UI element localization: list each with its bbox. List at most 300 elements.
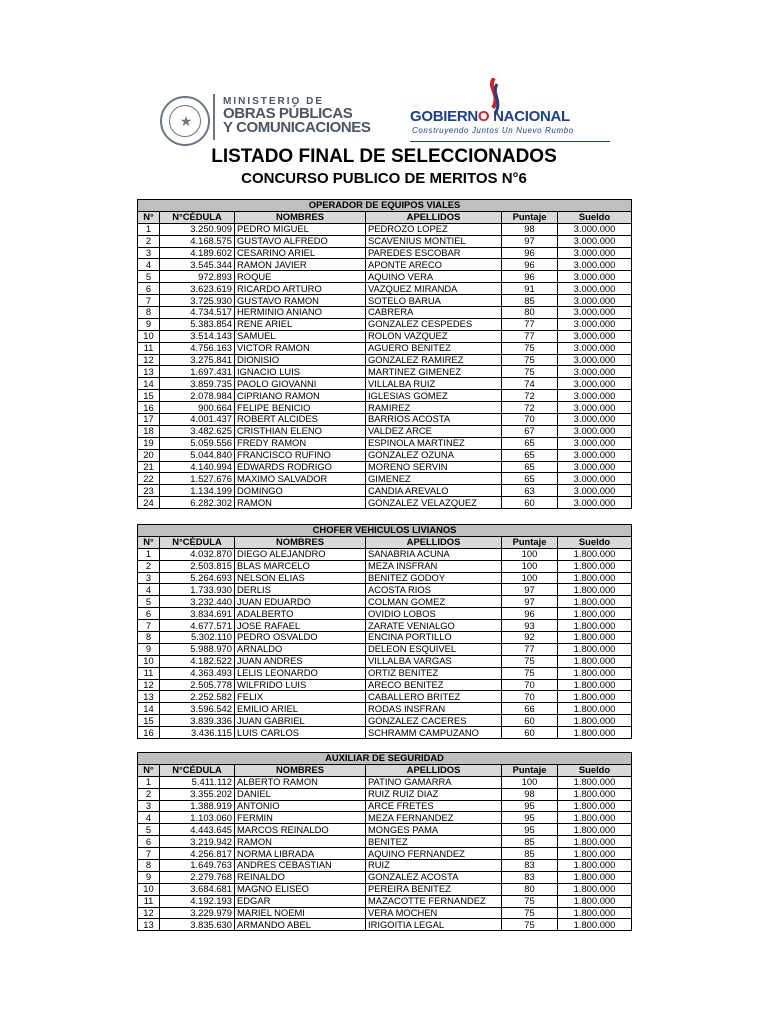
table-row (138, 572, 632, 584)
apellidos-cell: BENITEZ GODOY (366, 572, 502, 584)
table-row (138, 620, 632, 632)
puntaje-cell: 65 (502, 473, 558, 485)
ministry-line3: Y COMUNICACIONES (223, 119, 371, 136)
cedula-cell: 5.044.840 (160, 449, 235, 461)
puntaje-cell: 91 (502, 283, 558, 295)
table-row (138, 497, 632, 509)
nombres-cell: IGNACIO LUIS (235, 366, 366, 378)
cedula-cell: 3.275.841 (160, 354, 235, 366)
puntaje-cell: 65 (502, 437, 558, 449)
row-number-cell: 19 (138, 437, 160, 449)
cedula-cell: 3.436.115 (160, 727, 235, 739)
nombres-cell: JUAN ANDRES (235, 655, 366, 667)
cedula-cell: 1.134.199 (160, 485, 235, 497)
cedula-cell: 3.545.344 (160, 259, 235, 271)
row-number-cell: 13 (138, 366, 160, 378)
nombres-cell: DANIEL (235, 788, 366, 800)
row-number-cell: 4 (138, 812, 160, 824)
apellidos-cell: VILLALBA VARGAS (366, 655, 502, 667)
nombres-cell: JUAN GABRIEL (235, 715, 366, 727)
row-number-cell: 2 (138, 560, 160, 572)
apellidos-cell: BENITEZ (366, 836, 502, 848)
puntaje-cell: 96 (502, 271, 558, 283)
table-row (138, 907, 632, 919)
row-number-cell: 5 (138, 824, 160, 836)
table-row (138, 860, 632, 872)
cedula-cell: 3.835.630 (160, 919, 235, 931)
cedula-cell: 2.503.815 (160, 560, 235, 572)
table-row (138, 223, 632, 235)
nombres-cell: ADALBERTO (235, 608, 366, 620)
col-cedula: N°CÉDULA (160, 764, 235, 776)
nombres-cell: RAMON (235, 836, 366, 848)
cedula-cell: 1.103.060 (160, 812, 235, 824)
row-number-cell: 3 (138, 247, 160, 259)
sueldo-cell: 1.800.000 (558, 812, 632, 824)
row-number-cell: 13 (138, 691, 160, 703)
table-row (138, 812, 632, 824)
cedula-cell: 3.684.681 (160, 883, 235, 895)
apellidos-cell: VILLALBA RUIZ (366, 378, 502, 390)
sueldo-cell: 1.800.000 (558, 548, 632, 560)
table-row (138, 596, 632, 608)
puntaje-cell: 75 (502, 919, 558, 931)
puntaje-cell: 70 (502, 414, 558, 426)
section-table-chofer (137, 524, 632, 739)
nombres-cell: FERMIN (235, 812, 366, 824)
col-sueldo: Sueldo (558, 211, 632, 223)
puntaje-cell: 80 (502, 307, 558, 319)
cedula-cell: 4.192.193 (160, 895, 235, 907)
government-name: GOBIERNO NACIONAL (410, 108, 570, 125)
row-number-cell: 13 (138, 919, 160, 931)
sueldo-cell: 1.800.000 (558, 608, 632, 620)
nombres-cell: FREDY RAMON (235, 437, 366, 449)
cedula-cell: 4.182.522 (160, 655, 235, 667)
table-row (138, 473, 632, 485)
puntaje-cell: 100 (502, 572, 558, 584)
row-number-cell: 9 (138, 643, 160, 655)
apellidos-cell: IRIGOITIA LEGAL (366, 919, 502, 931)
nombres-cell: VICTOR RAMON (235, 342, 366, 354)
row-number-cell: 16 (138, 727, 160, 739)
table-row (138, 788, 632, 800)
row-number-cell: 10 (138, 883, 160, 895)
cedula-cell: 3.232.440 (160, 596, 235, 608)
table-row (138, 776, 632, 788)
apellidos-cell: GIMENEZ (366, 473, 502, 485)
table-row (138, 800, 632, 812)
nombres-cell: NORMA LIBRADA (235, 848, 366, 860)
ministry-line2: OBRAS PÚBLICAS (223, 105, 353, 122)
puntaje-cell: 85 (502, 848, 558, 860)
cedula-cell: 3.355.202 (160, 788, 235, 800)
nombres-cell: CRISTHIAN ELENO (235, 425, 366, 437)
cedula-cell: 900.664 (160, 402, 235, 414)
cedula-cell: 5.411.112 (160, 776, 235, 788)
puntaje-cell: 66 (502, 703, 558, 715)
apellidos-cell: VERA MOCHEN (366, 907, 502, 919)
col-puntaje: Puntaje (502, 211, 558, 223)
row-number-cell: 14 (138, 703, 160, 715)
table-row (138, 330, 632, 342)
puntaje-cell: 100 (502, 776, 558, 788)
apellidos-cell: DELEON ESQUIVEL (366, 643, 502, 655)
nombres-cell: EDGAR (235, 895, 366, 907)
table-row (138, 919, 632, 931)
apellidos-cell: RUIZ (366, 860, 502, 872)
puntaje-cell: 96 (502, 259, 558, 271)
nombres-cell: CIPRIANO RAMON (235, 390, 366, 402)
row-number-cell: 12 (138, 679, 160, 691)
table-row (138, 318, 632, 330)
apellidos-cell: GONZALEZ CESPEDES (366, 318, 502, 330)
sueldo-cell: 3.000.000 (558, 318, 632, 330)
sueldo-cell: 1.800.000 (558, 727, 632, 739)
nombres-cell: WILFRIDO LUIS (235, 679, 366, 691)
cedula-cell: 4.032.870 (160, 548, 235, 560)
sueldo-cell: 1.800.000 (558, 824, 632, 836)
cedula-cell: 2.252.582 (160, 691, 235, 703)
sueldo-cell: 3.000.000 (558, 295, 632, 307)
nombres-cell: BLAS MARCELO (235, 560, 366, 572)
table-row (138, 283, 632, 295)
page-subtitle: CONCURSO PUBLICO DE MERITOS N°6 (241, 170, 527, 187)
col-cedula: N°CÉDULA (160, 536, 235, 548)
sueldo-cell: 3.000.000 (558, 402, 632, 414)
table-row (138, 667, 632, 679)
apellidos-cell: VALDEZ ARCE (366, 425, 502, 437)
puntaje-cell: 96 (502, 608, 558, 620)
sueldo-cell: 3.000.000 (558, 330, 632, 342)
nombres-cell: DIONISIO (235, 354, 366, 366)
row-number-cell: 20 (138, 449, 160, 461)
cedula-cell: 5.264.693 (160, 572, 235, 584)
col-cedula: N°CÉDULA (160, 211, 235, 223)
cedula-cell: 3.229.979 (160, 907, 235, 919)
sueldo-cell: 3.000.000 (558, 342, 632, 354)
apellidos-cell: MONGES PAMA (366, 824, 502, 836)
apellidos-cell: ACOSTA RIOS (366, 584, 502, 596)
row-number-cell: 18 (138, 425, 160, 437)
cedula-cell: 5.059.556 (160, 437, 235, 449)
col-n: N° (138, 536, 160, 548)
section-table-operador (137, 199, 632, 509)
cedula-cell: 4.140.994 (160, 461, 235, 473)
apellidos-cell: GONZALEZ VELAZQUEZ (366, 497, 502, 509)
table-row (138, 449, 632, 461)
nombres-cell: RICARDO ARTURO (235, 283, 366, 295)
page-header (0, 70, 768, 150)
nombres-cell: GUSTAVO RAMON (235, 295, 366, 307)
apellidos-cell: ORTIZ BENITEZ (366, 667, 502, 679)
table-row (138, 643, 632, 655)
sueldo-cell: 3.000.000 (558, 449, 632, 461)
apellidos-cell: GONZALEZ RAMIREZ (366, 354, 502, 366)
row-number-cell: 11 (138, 667, 160, 679)
table-row (138, 402, 632, 414)
cedula-cell: 6.282.302 (160, 497, 235, 509)
apellidos-cell: AQUINO VERA (366, 271, 502, 283)
cedula-cell: 4.168.575 (160, 235, 235, 247)
sueldo-cell: 1.800.000 (558, 715, 632, 727)
row-number-cell: 3 (138, 800, 160, 812)
sueldo-cell: 1.800.000 (558, 679, 632, 691)
apellidos-cell: MARTINEZ GIMENEZ (366, 366, 502, 378)
row-number-cell: 12 (138, 907, 160, 919)
apellidos-cell: MEZA INSFRAN (366, 560, 502, 572)
table-row (138, 715, 632, 727)
cedula-cell: 3.219.942 (160, 836, 235, 848)
sueldo-cell: 1.800.000 (558, 560, 632, 572)
cedula-cell: 3.725.930 (160, 295, 235, 307)
puntaje-cell: 65 (502, 449, 558, 461)
puntaje-cell: 65 (502, 461, 558, 473)
sueldo-cell: 1.800.000 (558, 632, 632, 644)
puntaje-cell: 95 (502, 800, 558, 812)
puntaje-cell: 60 (502, 715, 558, 727)
sueldo-cell: 3.000.000 (558, 497, 632, 509)
col-nombres: NOMBRES (235, 536, 366, 548)
puntaje-cell: 100 (502, 560, 558, 572)
table-row (138, 703, 632, 715)
apellidos-cell: PEREIRA BENITEZ (366, 883, 502, 895)
sueldo-cell: 1.800.000 (558, 907, 632, 919)
nombres-cell: RENE ARIEL (235, 318, 366, 330)
nombres-cell: ROBERT ALCIDES (235, 414, 366, 426)
cedula-cell: 5.383.854 (160, 318, 235, 330)
section-title: OPERADOR DE EQUIPOS VIALES (138, 200, 632, 212)
nombres-cell: MARCOS REINALDO (235, 824, 366, 836)
table-row (138, 871, 632, 883)
nombres-cell: PEDRO MIGUEL (235, 223, 366, 235)
cedula-cell: 3.482.625 (160, 425, 235, 437)
row-number-cell: 7 (138, 295, 160, 307)
table-row (138, 485, 632, 497)
sueldo-cell: 1.800.000 (558, 691, 632, 703)
cedula-cell: 4.363.493 (160, 667, 235, 679)
sueldo-cell: 1.800.000 (558, 860, 632, 872)
row-number-cell: 4 (138, 259, 160, 271)
nombres-cell: JOSE RAFAEL (235, 620, 366, 632)
apellidos-cell: AQUINO FERNANDEZ (366, 848, 502, 860)
sueldo-cell: 1.800.000 (558, 919, 632, 931)
sueldo-cell: 3.000.000 (558, 437, 632, 449)
apellidos-cell: MORENO SERVIN (366, 461, 502, 473)
puntaje-cell: 85 (502, 295, 558, 307)
sueldo-cell: 3.000.000 (558, 223, 632, 235)
cedula-cell: 1.733.930 (160, 584, 235, 596)
puntaje-cell: 75 (502, 667, 558, 679)
ministry-logo (223, 96, 393, 135)
nombres-cell: LELIS LEONARDO (235, 667, 366, 679)
apellidos-cell: MAZACOTTE FERNANDEZ (366, 895, 502, 907)
puntaje-cell: 70 (502, 679, 558, 691)
nombres-cell: ANTONIO (235, 800, 366, 812)
sueldo-cell: 3.000.000 (558, 366, 632, 378)
nombres-cell: ALBERTO RAMON (235, 776, 366, 788)
nombres-cell: FELIPE BENICIO (235, 402, 366, 414)
puntaje-cell: 93 (502, 620, 558, 632)
table-row (138, 461, 632, 473)
table-row (138, 295, 632, 307)
sueldo-cell: 1.800.000 (558, 788, 632, 800)
apellidos-cell: SCAVENIUS MONTIEL (366, 235, 502, 247)
row-number-cell: 6 (138, 836, 160, 848)
cedula-cell: 4.001.437 (160, 414, 235, 426)
col-apellidos: APELLIDOS (366, 764, 502, 776)
puntaje-cell: 97 (502, 596, 558, 608)
table-row (138, 848, 632, 860)
row-number-cell: 15 (138, 390, 160, 402)
puntaje-cell: 100 (502, 548, 558, 560)
col-sueldo: Sueldo (558, 764, 632, 776)
cedula-cell: 3.623.619 (160, 283, 235, 295)
row-number-cell: 21 (138, 461, 160, 473)
puntaje-cell: 75 (502, 907, 558, 919)
puntaje-cell: 60 (502, 727, 558, 739)
nombres-cell: CESARINO ARIEL (235, 247, 366, 259)
nombres-cell: PAOLO GIOVANNI (235, 378, 366, 390)
nombres-cell: MARIEL NOEMI (235, 907, 366, 919)
table-row (138, 354, 632, 366)
row-number-cell: 5 (138, 596, 160, 608)
nombres-cell: MAGNO ELISEO (235, 883, 366, 895)
table-row (138, 247, 632, 259)
row-number-cell: 24 (138, 497, 160, 509)
apellidos-cell: GONZALEZ OZUNA (366, 449, 502, 461)
puntaje-cell: 95 (502, 812, 558, 824)
nombres-cell: RAMON JAVIER (235, 259, 366, 271)
apellidos-cell: ARCE FRETES (366, 800, 502, 812)
sueldo-cell: 1.800.000 (558, 667, 632, 679)
table-row (138, 883, 632, 895)
puntaje-cell: 83 (502, 860, 558, 872)
sueldo-cell: 3.000.000 (558, 247, 632, 259)
apellidos-cell: RODAS INSFRAN (366, 703, 502, 715)
row-number-cell: 7 (138, 620, 160, 632)
apellidos-cell: SOTELO BARUA (366, 295, 502, 307)
apellidos-cell: BARRIOS ACOSTA (366, 414, 502, 426)
cedula-cell: 1.649.763 (160, 860, 235, 872)
government-tagline: Construyendo Juntos Un Nuevo Rumbo (412, 126, 574, 135)
sueldo-cell: 3.000.000 (558, 485, 632, 497)
table-row (138, 632, 632, 644)
table-row (138, 608, 632, 620)
table-row (138, 366, 632, 378)
nombres-cell: LUIS CARLOS (235, 727, 366, 739)
table-row (138, 342, 632, 354)
sueldo-cell: 1.800.000 (558, 643, 632, 655)
table-row (138, 560, 632, 572)
sueldo-cell: 3.000.000 (558, 354, 632, 366)
puntaje-cell: 97 (502, 235, 558, 247)
row-number-cell: 1 (138, 776, 160, 788)
sueldo-cell: 3.000.000 (558, 283, 632, 295)
table-row (138, 390, 632, 402)
table-row (138, 824, 632, 836)
puntaje-cell: 83 (502, 871, 558, 883)
col-apellidos: APELLIDOS (366, 211, 502, 223)
apellidos-cell: CABRERA (366, 307, 502, 319)
row-number-cell: 14 (138, 378, 160, 390)
puntaje-cell: 98 (502, 223, 558, 235)
puntaje-cell: 75 (502, 366, 558, 378)
apellidos-cell: SCHRAMM CAMPUZANO (366, 727, 502, 739)
nombres-cell: JUAN EDUARDO (235, 596, 366, 608)
cedula-cell: 4.189.602 (160, 247, 235, 259)
apellidos-cell: RUIZ RUIZ DIAZ (366, 788, 502, 800)
row-number-cell: 7 (138, 848, 160, 860)
sueldo-cell: 3.000.000 (558, 235, 632, 247)
cedula-cell: 3.250.909 (160, 223, 235, 235)
table-row (138, 548, 632, 560)
table-row (138, 895, 632, 907)
nombres-cell: RAMON (235, 497, 366, 509)
puntaje-cell: 70 (502, 691, 558, 703)
apellidos-cell: RAMIREZ (366, 402, 502, 414)
apellidos-cell: ESPINOLA MARTINEZ (366, 437, 502, 449)
row-number-cell: 22 (138, 473, 160, 485)
apellidos-cell: MEZA FERNANDEZ (366, 812, 502, 824)
puntaje-cell: 96 (502, 247, 558, 259)
table-row (138, 584, 632, 596)
apellidos-cell: CANDIA AREVALO (366, 485, 502, 497)
row-number-cell: 16 (138, 402, 160, 414)
nombres-cell: FELIX (235, 691, 366, 703)
puntaje-cell: 72 (502, 390, 558, 402)
sueldo-cell: 1.800.000 (558, 848, 632, 860)
row-number-cell: 5 (138, 271, 160, 283)
apellidos-cell: COLMAN GOMEZ (366, 596, 502, 608)
cedula-cell: 4.756.163 (160, 342, 235, 354)
apellidos-cell: AGUERO BENITEZ (366, 342, 502, 354)
row-number-cell: 4 (138, 584, 160, 596)
puntaje-cell: 95 (502, 824, 558, 836)
nombres-cell: ARMANDO ABEL (235, 919, 366, 931)
row-number-cell: 6 (138, 608, 160, 620)
puntaje-cell: 80 (502, 883, 558, 895)
col-puntaje: Puntaje (502, 764, 558, 776)
col-n: N° (138, 764, 160, 776)
sueldo-cell: 3.000.000 (558, 259, 632, 271)
row-number-cell: 8 (138, 307, 160, 319)
nombres-cell: DOMINGO (235, 485, 366, 497)
table-row (138, 259, 632, 271)
page-title: LISTADO FINAL DE SELECCIONADOS (211, 146, 557, 167)
nombres-cell: FRANCISCO RUFINO (235, 449, 366, 461)
cedula-cell: 3.859.735 (160, 378, 235, 390)
row-number-cell: 10 (138, 655, 160, 667)
cedula-cell: 1.388.919 (160, 800, 235, 812)
table-row (138, 679, 632, 691)
sueldo-cell: 1.800.000 (558, 703, 632, 715)
ministry-line1: MINISTERIO DE (223, 96, 325, 107)
section-title: CHOFER VEHICULOS LIVIANOS (138, 525, 632, 537)
sueldo-cell: 3.000.000 (558, 461, 632, 473)
puntaje-cell: 75 (502, 342, 558, 354)
puntaje-cell: 77 (502, 318, 558, 330)
table-row (138, 414, 632, 426)
apellidos-cell: IGLESIAS GOMEZ (366, 390, 502, 402)
row-number-cell: 3 (138, 572, 160, 584)
apellidos-cell: VAZQUEZ MIRANDA (366, 283, 502, 295)
nombres-cell: EDWARDS RODRIGO (235, 461, 366, 473)
puntaje-cell: 98 (502, 788, 558, 800)
sueldo-cell: 1.800.000 (558, 883, 632, 895)
cedula-cell: 3.834.691 (160, 608, 235, 620)
row-number-cell: 9 (138, 318, 160, 330)
